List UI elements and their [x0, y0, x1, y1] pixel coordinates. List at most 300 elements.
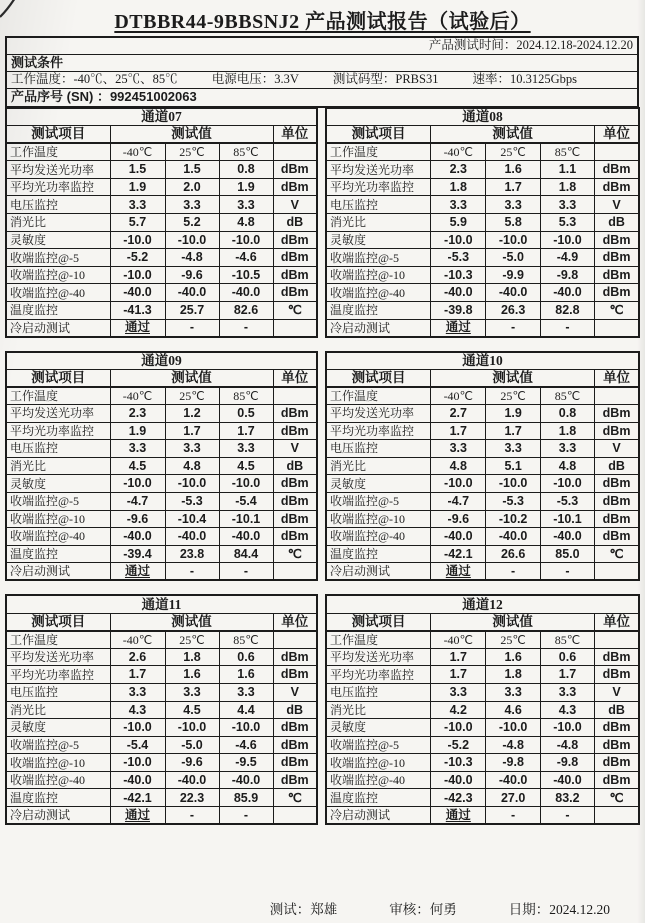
temp-column-header: 25℃ — [165, 631, 219, 649]
reviewer-name: 何勇 — [429, 902, 457, 917]
value-cell: -10.0 — [165, 719, 219, 737]
value-cell: -5.2 — [431, 736, 486, 754]
value-cell: 0.6 — [219, 648, 273, 666]
condition-value: -40℃、25℃、85℃ — [73, 72, 178, 86]
value-cell: -40.0 — [540, 284, 594, 302]
footer-tester — [270, 898, 338, 918]
value-cell: - — [486, 319, 540, 337]
item-header: 测试项目 — [6, 126, 110, 144]
unit-cell: dBm — [595, 422, 639, 440]
unit-header: 单位 — [273, 613, 317, 631]
unit-cell: dBm — [595, 178, 639, 196]
value-header: 测试值 — [431, 126, 595, 144]
value-cell: 1.9 — [110, 422, 165, 440]
value-cell: 1.6 — [486, 161, 540, 179]
condition-rate — [472, 72, 577, 88]
value-cell: -40.0 — [486, 528, 540, 546]
unit-cell: ℃ — [273, 789, 317, 807]
value-cell: -5.3 — [486, 492, 540, 510]
value-cell: -10.3 — [431, 266, 486, 284]
value-cell: -40.0 — [431, 284, 486, 302]
unit-header: 单位 — [595, 369, 639, 387]
unit-cell: dBm — [595, 492, 639, 510]
value-cell: 通过 — [431, 807, 486, 825]
value-cell: 1.8 — [486, 666, 540, 684]
value-cell: -10.3 — [431, 754, 486, 772]
value-cell: 3.3 — [540, 196, 594, 214]
value-cell: - — [165, 807, 219, 825]
value-cell: 4.5 — [219, 457, 273, 475]
unit-cell — [595, 807, 639, 825]
value-cell: 3.3 — [110, 683, 165, 701]
value-cell: 0.6 — [540, 648, 594, 666]
value-cell: -10.0 — [165, 475, 219, 493]
row-label: 温度监控 — [326, 302, 431, 320]
unit-cell: dBm — [595, 666, 639, 684]
value-cell: -10.0 — [110, 754, 165, 772]
row-label: 收端监控@-10 — [326, 266, 431, 284]
row-label-temperature: 工作温度 — [6, 143, 110, 161]
unit-cell: V — [595, 196, 639, 214]
value-cell: 3.3 — [486, 440, 540, 458]
condition-value: 10.3125Gbps — [509, 72, 578, 86]
unit-cell — [273, 807, 317, 825]
unit-cell: dB — [273, 214, 317, 232]
unit-cell: dBm — [273, 475, 317, 493]
row-label: 平均光功率监控 — [326, 422, 431, 440]
value-cell: -9.9 — [486, 266, 540, 284]
value-cell: 1.7 — [431, 422, 486, 440]
value-cell: 通过 — [431, 563, 486, 581]
row-label: 平均发送光功率 — [326, 161, 431, 179]
row-label: 冷启动测试 — [326, 807, 431, 825]
value-cell: 3.3 — [431, 683, 486, 701]
date-value: 2024.12.20 — [549, 902, 610, 917]
temp-column-header: 85℃ — [540, 143, 594, 161]
unit-cell: dBm — [273, 648, 317, 666]
unit-cell: dB — [273, 457, 317, 475]
row-label: 灵敏度 — [6, 475, 110, 493]
channel-table-11 — [5, 594, 318, 825]
value-cell: -40.0 — [431, 528, 486, 546]
channel-table-12 — [325, 594, 640, 825]
row-label: 收端监控@-5 — [6, 249, 110, 267]
row-label-temperature: 工作温度 — [326, 631, 431, 649]
value-cell: 通过 — [110, 563, 165, 581]
unit-cell: dB — [273, 701, 317, 719]
row-label: 温度监控 — [6, 545, 110, 563]
row-label: 收端监控@-5 — [6, 736, 110, 754]
value-cell: 22.3 — [165, 789, 219, 807]
value-cell: 5.8 — [486, 214, 540, 232]
row-label: 消光比 — [326, 214, 431, 232]
value-cell: 27.0 — [486, 789, 540, 807]
row-label: 收端监控@-40 — [326, 528, 431, 546]
value-cell: -5.3 — [540, 492, 594, 510]
unit-cell: V — [273, 683, 317, 701]
value-cell: -4.7 — [110, 492, 165, 510]
value-cell: 23.8 — [165, 545, 219, 563]
channel-table-08 — [325, 107, 640, 338]
value-cell: -4.6 — [219, 249, 273, 267]
value-cell: -10.0 — [486, 475, 540, 493]
temp-column-header: 25℃ — [486, 143, 540, 161]
row-label-temperature: 工作温度 — [6, 631, 110, 649]
value-cell: -10.0 — [165, 231, 219, 249]
value-cell: 1.6 — [486, 648, 540, 666]
channel-table-10 — [325, 351, 640, 582]
temp-column-header: 85℃ — [219, 631, 273, 649]
value-cell: -5.4 — [219, 492, 273, 510]
value-cell: - — [540, 319, 594, 337]
value-cell: 5.2 — [165, 214, 219, 232]
value-cell: - — [486, 807, 540, 825]
test-time-value: 2024.12.18-2024.12.20 — [516, 38, 633, 52]
channel-title: 通道12 — [326, 595, 639, 613]
value-cell: 4.3 — [540, 701, 594, 719]
value-cell: 通过 — [110, 807, 165, 825]
temp-column-header: -40℃ — [110, 387, 165, 405]
value-cell: -4.8 — [165, 249, 219, 267]
serial-number-label: 产品序号 (SN) ： — [11, 89, 110, 104]
row-label: 收端监控@-40 — [326, 284, 431, 302]
row-label: 平均光功率监控 — [6, 666, 110, 684]
value-cell: -10.4 — [165, 510, 219, 528]
value-cell: -10.0 — [219, 719, 273, 737]
value-cell: -40.0 — [486, 284, 540, 302]
unit-header: 单位 — [595, 126, 639, 144]
row-label-temperature: 工作温度 — [326, 387, 431, 405]
value-cell: 4.4 — [219, 701, 273, 719]
value-header: 测试值 — [110, 369, 273, 387]
value-cell: 1.2 — [165, 405, 219, 423]
condition-value: PRBS31 — [395, 72, 439, 86]
unit-cell: dBm — [595, 231, 639, 249]
row-label: 平均光功率监控 — [326, 666, 431, 684]
report-footer — [0, 898, 610, 918]
value-cell: -4.8 — [540, 736, 594, 754]
unit-cell: dBm — [273, 492, 317, 510]
value-cell: -4.6 — [219, 736, 273, 754]
value-cell: 3.3 — [486, 196, 540, 214]
item-header: 测试项目 — [326, 613, 431, 631]
row-label-temperature: 工作温度 — [6, 387, 110, 405]
unit-cell: dBm — [273, 178, 317, 196]
condition-label: 测试码型： — [332, 72, 396, 86]
condition-label: 电源电压： — [211, 72, 275, 86]
value-cell: -40.0 — [219, 771, 273, 789]
value-cell: - — [486, 563, 540, 581]
row-label-temperature: 工作温度 — [326, 143, 431, 161]
unit-cell — [595, 143, 639, 161]
value-cell: 5.3 — [540, 214, 594, 232]
unit-cell: ℃ — [273, 302, 317, 320]
unit-header: 单位 — [273, 126, 317, 144]
footer-date — [509, 898, 610, 918]
row-label: 灵敏度 — [326, 231, 431, 249]
row-label: 电压监控 — [326, 196, 431, 214]
value-cell: -39.4 — [110, 545, 165, 563]
tester-label: 测试： — [269, 902, 311, 917]
value-cell: 1.7 — [110, 666, 165, 684]
value-cell: 1.8 — [165, 648, 219, 666]
value-cell: 1.8 — [431, 178, 486, 196]
channel-title: 通道08 — [326, 108, 639, 126]
temp-column-header: 85℃ — [219, 143, 273, 161]
value-cell: 1.7 — [165, 422, 219, 440]
value-cell: 1.7 — [431, 648, 486, 666]
value-header: 测试值 — [431, 613, 595, 631]
value-cell: -5.2 — [110, 249, 165, 267]
value-cell: -10.0 — [219, 231, 273, 249]
value-cell: -40.0 — [219, 528, 273, 546]
unit-cell: dBm — [273, 284, 317, 302]
value-header: 测试值 — [110, 613, 273, 631]
unit-cell: V — [595, 440, 639, 458]
value-cell: 3.3 — [431, 196, 486, 214]
row-label: 收端监控@-5 — [326, 249, 431, 267]
unit-cell: dBm — [273, 161, 317, 179]
row-label: 灵敏度 — [326, 475, 431, 493]
unit-cell: V — [595, 683, 639, 701]
value-cell: -42.1 — [431, 545, 486, 563]
value-cell: -10.0 — [540, 719, 594, 737]
value-cell: -4.9 — [540, 249, 594, 267]
value-cell: 3.3 — [219, 196, 273, 214]
value-cell: -10.0 — [431, 475, 486, 493]
value-cell: -9.8 — [540, 266, 594, 284]
unit-cell: dBm — [273, 510, 317, 528]
value-cell: -5.4 — [110, 736, 165, 754]
unit-cell: dBm — [595, 510, 639, 528]
value-cell: -4.8 — [486, 736, 540, 754]
value-cell: 1.9 — [486, 405, 540, 423]
unit-cell: dBm — [273, 266, 317, 284]
value-cell: 26.6 — [486, 545, 540, 563]
date-label: 日期： — [508, 902, 550, 917]
value-cell: 1.8 — [540, 422, 594, 440]
value-cell: 3.3 — [165, 196, 219, 214]
value-cell: 84.4 — [219, 545, 273, 563]
unit-cell: V — [273, 440, 317, 458]
temp-column-header: 25℃ — [165, 143, 219, 161]
row-label: 温度监控 — [326, 789, 431, 807]
unit-cell: dBm — [595, 754, 639, 772]
value-cell: - — [165, 319, 219, 337]
value-cell: 5.9 — [431, 214, 486, 232]
value-cell: 5.1 — [486, 457, 540, 475]
unit-cell: dBm — [595, 405, 639, 423]
value-cell: 0.8 — [219, 161, 273, 179]
temp-column-header: 85℃ — [540, 631, 594, 649]
value-cell: 4.2 — [431, 701, 486, 719]
value-cell: 1.7 — [219, 422, 273, 440]
serial-number-value: 992451002063 — [109, 89, 197, 104]
row-label: 消光比 — [326, 701, 431, 719]
unit-cell: ℃ — [273, 545, 317, 563]
unit-cell: dBm — [595, 475, 639, 493]
temp-column-header: 85℃ — [540, 387, 594, 405]
value-cell: -5.0 — [486, 249, 540, 267]
value-cell: 通过 — [431, 319, 486, 337]
row-label: 消光比 — [6, 457, 110, 475]
row-label: 收端监控@-5 — [326, 736, 431, 754]
item-header: 测试项目 — [6, 369, 110, 387]
value-cell: -41.3 — [110, 302, 165, 320]
value-cell: -10.2 — [486, 510, 540, 528]
unit-cell: dBm — [595, 284, 639, 302]
row-label: 收端监控@-40 — [6, 528, 110, 546]
row-label: 消光比 — [6, 214, 110, 232]
report-title: DTBBR44-9BBSNJ2 产品测试报告（试验后） — [114, 11, 531, 33]
unit-cell: dBm — [273, 719, 317, 737]
row-label: 平均发送光功率 — [6, 161, 110, 179]
value-cell: - — [219, 319, 273, 337]
value-cell: 2.3 — [431, 161, 486, 179]
row-label: 平均发送光功率 — [6, 648, 110, 666]
value-cell: 3.3 — [110, 196, 165, 214]
condition-label: 速率： — [472, 72, 510, 86]
value-cell: 3.3 — [165, 440, 219, 458]
test-time-row — [7, 38, 637, 55]
value-cell: 通过 — [110, 319, 165, 337]
row-label: 收端监控@-40 — [6, 284, 110, 302]
value-cell: -40.0 — [219, 284, 273, 302]
value-cell: - — [540, 807, 594, 825]
value-cell: 0.5 — [219, 405, 273, 423]
temp-column-header: 25℃ — [486, 631, 540, 649]
value-cell: -40.0 — [165, 771, 219, 789]
value-cell: 25.7 — [165, 302, 219, 320]
value-cell: -9.6 — [431, 510, 486, 528]
row-label: 平均发送光功率 — [326, 405, 431, 423]
value-cell: 3.3 — [431, 440, 486, 458]
value-cell: -10.1 — [219, 510, 273, 528]
value-cell: -9.8 — [540, 754, 594, 772]
unit-cell: dBm — [595, 266, 639, 284]
condition-pattern — [333, 72, 439, 88]
value-cell: -10.0 — [110, 266, 165, 284]
value-cell: 4.6 — [486, 701, 540, 719]
value-cell: 1.7 — [486, 422, 540, 440]
channel-tables-grid — [5, 107, 640, 825]
value-cell: -40.0 — [486, 771, 540, 789]
value-cell: -40.0 — [110, 771, 165, 789]
report-header-box — [5, 36, 639, 108]
value-cell: 0.8 — [540, 405, 594, 423]
value-cell: - — [165, 563, 219, 581]
row-label: 平均发送光功率 — [6, 405, 110, 423]
conditions-title: 测试条件 — [7, 55, 637, 72]
row-label: 收端监控@-10 — [6, 510, 110, 528]
value-cell: 1.9 — [219, 178, 273, 196]
row-label: 消光比 — [326, 457, 431, 475]
unit-cell: dB — [595, 701, 639, 719]
unit-cell: dBm — [595, 736, 639, 754]
value-cell: 3.3 — [540, 683, 594, 701]
unit-cell: dBm — [273, 422, 317, 440]
unit-cell — [273, 563, 317, 581]
temp-column-header: -40℃ — [110, 143, 165, 161]
row-label: 收端监控@-10 — [326, 754, 431, 772]
value-cell: 2.0 — [165, 178, 219, 196]
value-cell: -10.0 — [431, 231, 486, 249]
value-cell: -10.0 — [219, 475, 273, 493]
value-cell: -10.5 — [219, 266, 273, 284]
row-label: 收端监控@-10 — [6, 266, 110, 284]
value-cell: 3.3 — [486, 683, 540, 701]
row-label: 平均光功率监控 — [6, 178, 110, 196]
channel-title: 通道10 — [326, 352, 639, 370]
value-cell: -40.0 — [110, 528, 165, 546]
unit-cell: ℃ — [595, 789, 639, 807]
row-label: 温度监控 — [6, 302, 110, 320]
item-header: 测试项目 — [326, 126, 431, 144]
channel-table-09 — [5, 351, 318, 582]
unit-cell — [273, 631, 317, 649]
value-cell: -10.1 — [540, 510, 594, 528]
value-cell: -40.0 — [165, 284, 219, 302]
channel-title: 通道07 — [6, 108, 317, 126]
value-cell: 82.6 — [219, 302, 273, 320]
value-cell: 26.3 — [486, 302, 540, 320]
unit-cell: dBm — [273, 405, 317, 423]
channel-title: 通道09 — [6, 352, 317, 370]
unit-cell — [273, 319, 317, 337]
value-cell: 1.5 — [110, 161, 165, 179]
value-cell: -10.0 — [110, 475, 165, 493]
unit-cell: ℃ — [595, 545, 639, 563]
unit-cell: dBm — [595, 719, 639, 737]
value-cell: -10.0 — [110, 719, 165, 737]
unit-cell — [595, 387, 639, 405]
conditions-row — [7, 72, 637, 89]
value-cell: 3.3 — [540, 440, 594, 458]
unit-cell: dBm — [595, 249, 639, 267]
value-cell: -9.5 — [219, 754, 273, 772]
value-cell: 82.8 — [540, 302, 594, 320]
row-label: 收端监控@-5 — [326, 492, 431, 510]
value-cell: 1.7 — [486, 178, 540, 196]
value-cell: 3.3 — [219, 440, 273, 458]
row-label: 平均发送光功率 — [326, 648, 431, 666]
unit-cell: dBm — [273, 249, 317, 267]
item-header: 测试项目 — [6, 613, 110, 631]
value-cell: 1.7 — [431, 666, 486, 684]
row-label: 消光比 — [6, 701, 110, 719]
temp-column-header: -40℃ — [110, 631, 165, 649]
serial-number-row — [7, 89, 637, 106]
row-label: 电压监控 — [326, 440, 431, 458]
unit-cell: dBm — [273, 666, 317, 684]
value-cell: -10.0 — [431, 719, 486, 737]
unit-cell: dBm — [273, 528, 317, 546]
unit-cell: dBm — [595, 528, 639, 546]
row-label: 冷启动测试 — [326, 319, 431, 337]
value-cell: -10.0 — [486, 719, 540, 737]
tester-name: 郑雄 — [310, 902, 338, 917]
row-label: 平均光功率监控 — [6, 422, 110, 440]
unit-cell: dBm — [273, 736, 317, 754]
unit-cell: dB — [595, 214, 639, 232]
channel-table-07 — [5, 107, 318, 338]
unit-cell: V — [273, 196, 317, 214]
value-cell: -40.0 — [110, 284, 165, 302]
value-cell: -10.0 — [486, 231, 540, 249]
value-cell: - — [219, 807, 273, 825]
value-cell: 3.3 — [219, 683, 273, 701]
unit-cell: dBm — [595, 161, 639, 179]
